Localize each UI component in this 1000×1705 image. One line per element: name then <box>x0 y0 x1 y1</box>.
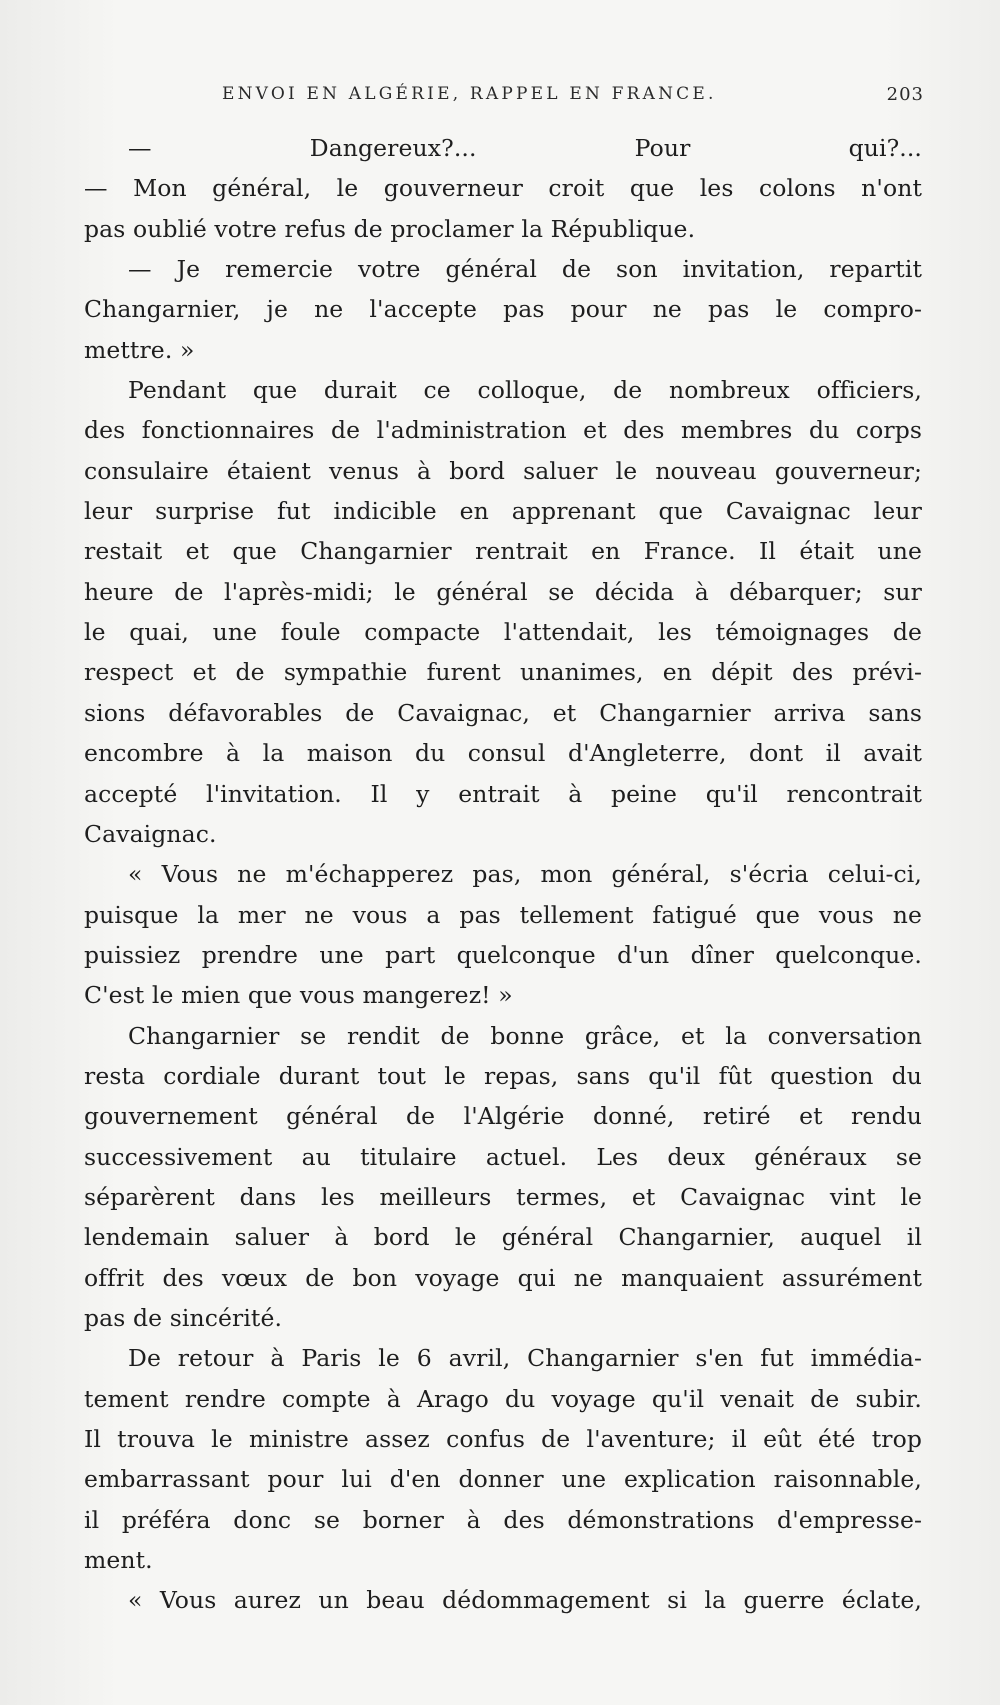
text-line: le quai, une foule compacte l'attendait, les témoignages de <box>84 618 922 647</box>
page-number: 203 <box>886 84 924 105</box>
text-line: lendemain saluer à bord le général Changarnier, auquel il <box>84 1223 922 1252</box>
text-line: De retour à Paris le 6 avril, Changarnier s'en fut immédia- <box>128 1344 922 1373</box>
text-line: « Vous aurez un beau dédommagement si la guerre éclate, <box>128 1586 922 1615</box>
text-line: mettre. » <box>84 335 195 364</box>
text-line: des fonctionnaires de l'administration et des membres du corps <box>84 416 922 445</box>
text-line: puisque la mer ne vous a pas tellement fatigué que vous ne <box>84 900 922 929</box>
text-line: séparèrent dans les meilleurs termes, et Cavaignac vint le <box>84 1182 922 1211</box>
text-line: — Mon général, le gouverneur croit que les colons n'ont <box>84 174 922 203</box>
text-line: — Dangereux?... Pour qui?... <box>128 134 922 162</box>
text-line: sions défavorables de Cavaignac, et Changarnier arriva sans <box>84 698 922 727</box>
text-line: tement rendre compte à Arago du voyage qu'il venait de subir. <box>84 1384 922 1413</box>
text-line: « Vous ne m'échapperez pas, mon général, s'écria celui-ci, <box>128 860 922 889</box>
text-line: — Je remercie votre général de son invitation, repartit <box>128 255 922 284</box>
text-line: puissiez prendre une part quelconque d'un dîner quelconque. <box>84 940 922 969</box>
text-line: pas de sincérité. <box>84 1303 283 1332</box>
text-line: successivement au titulaire actuel. Les deux généraux se <box>84 1142 922 1171</box>
text-line: gouvernement général de l'Algérie donné, retiré et rendu <box>84 1102 922 1131</box>
text-line: Cavaignac. <box>84 819 217 848</box>
running-title: ENVOI EN ALGÉRIE, RAPPEL EN FRANCE. <box>222 84 717 104</box>
text-line: Pendant que durait ce colloque, de nombreux officiers, <box>128 376 922 405</box>
text-line: Il trouva le ministre assez confus de l'aventure; il eût été trop <box>84 1425 922 1453</box>
text-line: encombre à la maison du consul d'Angleterre, dont il avait <box>84 739 922 768</box>
text-line: heure de l'après-midi; le général se décida à débarquer; sur <box>84 577 922 606</box>
text-line: accepté l'invitation. Il y entrait à peine qu'il rencontrait <box>84 779 922 808</box>
text-line: embarrassant pour lui d'en donner une explication raisonnable, <box>84 1465 922 1494</box>
page-header <box>84 84 924 110</box>
text-line: resta cordiale durant tout le repas, sans qu'il fût question du <box>84 1061 922 1090</box>
text-line: offrit des vœux de bon voyage qui ne manquaient assurément <box>84 1263 922 1292</box>
text-line: consulaire étaient venus à bord saluer le nouveau gouverneur; <box>84 456 922 485</box>
text-line: restait et que Changarnier rentrait en France. Il était une <box>84 537 922 566</box>
text-line: Changarnier, je ne l'accepte pas pour ne pas le compro- <box>84 295 922 324</box>
body-text <box>84 128 922 1621</box>
text-line: respect et de sympathie furent unanimes, en dépit des prévi- <box>84 658 922 687</box>
text-line: leur surprise fut indicible en apprenant que Cavaignac leur <box>84 497 922 526</box>
text-line: pas oublié votre refus de proclamer la République. <box>84 214 696 243</box>
text-line: ment. <box>84 1546 153 1575</box>
text-line: C'est le mien que vous mangerez! » <box>84 981 513 1010</box>
text-line: il préféra donc se borner à des démonstrations d'empresse- <box>84 1505 922 1534</box>
text-line: Changarnier se rendit de bonne grâce, et la conversation <box>128 1021 922 1050</box>
